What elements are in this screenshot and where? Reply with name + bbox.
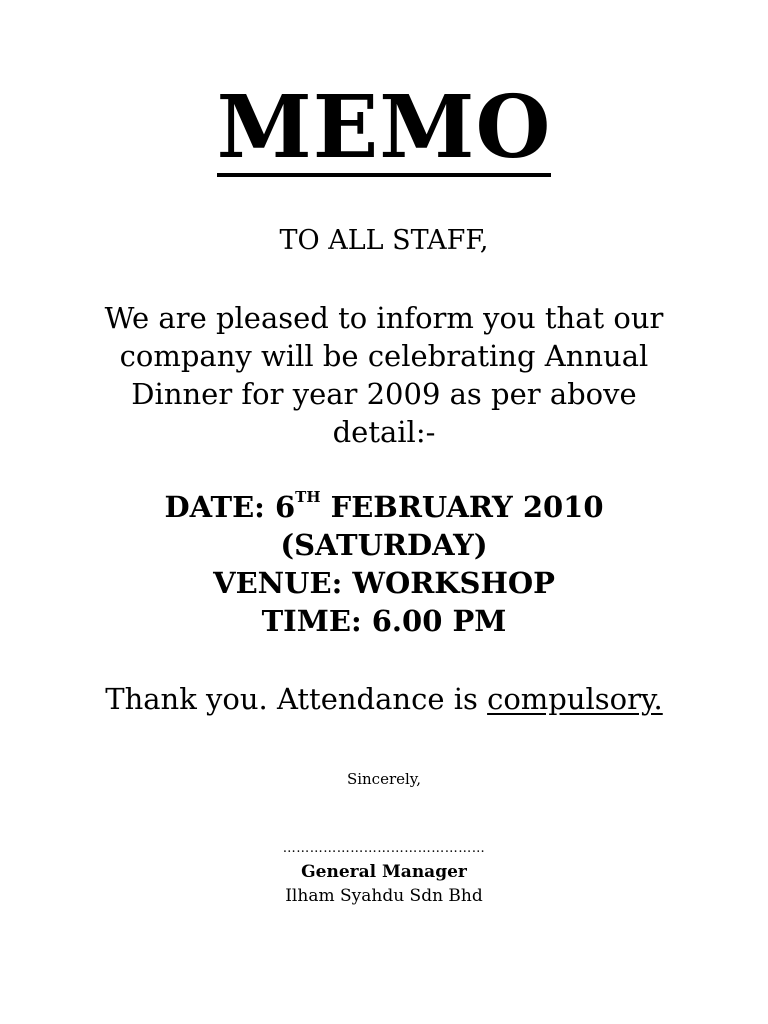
event-date-prefix: DATE: 6 (164, 490, 296, 524)
ordinal-suffix: TH (295, 488, 321, 507)
signature-line: ……………………………………… (282, 841, 486, 856)
thanks-line (0, 680, 768, 718)
body-line: company will be celebrating Annual (119, 339, 649, 373)
company-name: Ilham Syahdu Sdn Bhd (285, 886, 483, 906)
memo-title (0, 78, 768, 178)
event-date (0, 488, 768, 526)
body-line: detail:- (332, 415, 436, 449)
event-date-rest: FEBRUARY 2010 (320, 490, 604, 524)
event-day: (SATURDAY) (280, 528, 488, 562)
event-details (0, 488, 768, 640)
body-line: We are pleased to inform you that our (104, 301, 664, 335)
signatory-title: General Manager (301, 862, 467, 882)
body-line: Dinner for year 2009 as per above (131, 377, 637, 411)
thanks-text: Thank you. Attendance is (105, 682, 488, 716)
memo-title-text: MEMO (216, 77, 552, 178)
closing: Sincerely, (346, 770, 422, 788)
event-venue: VENUE: WORKSHOP (213, 566, 555, 600)
compulsory-emphasis: compulsory. (487, 682, 663, 716)
memo-body (0, 299, 768, 451)
addressee: TO ALL STAFF, (279, 225, 489, 256)
event-time: TIME: 6.00 PM (261, 604, 507, 638)
